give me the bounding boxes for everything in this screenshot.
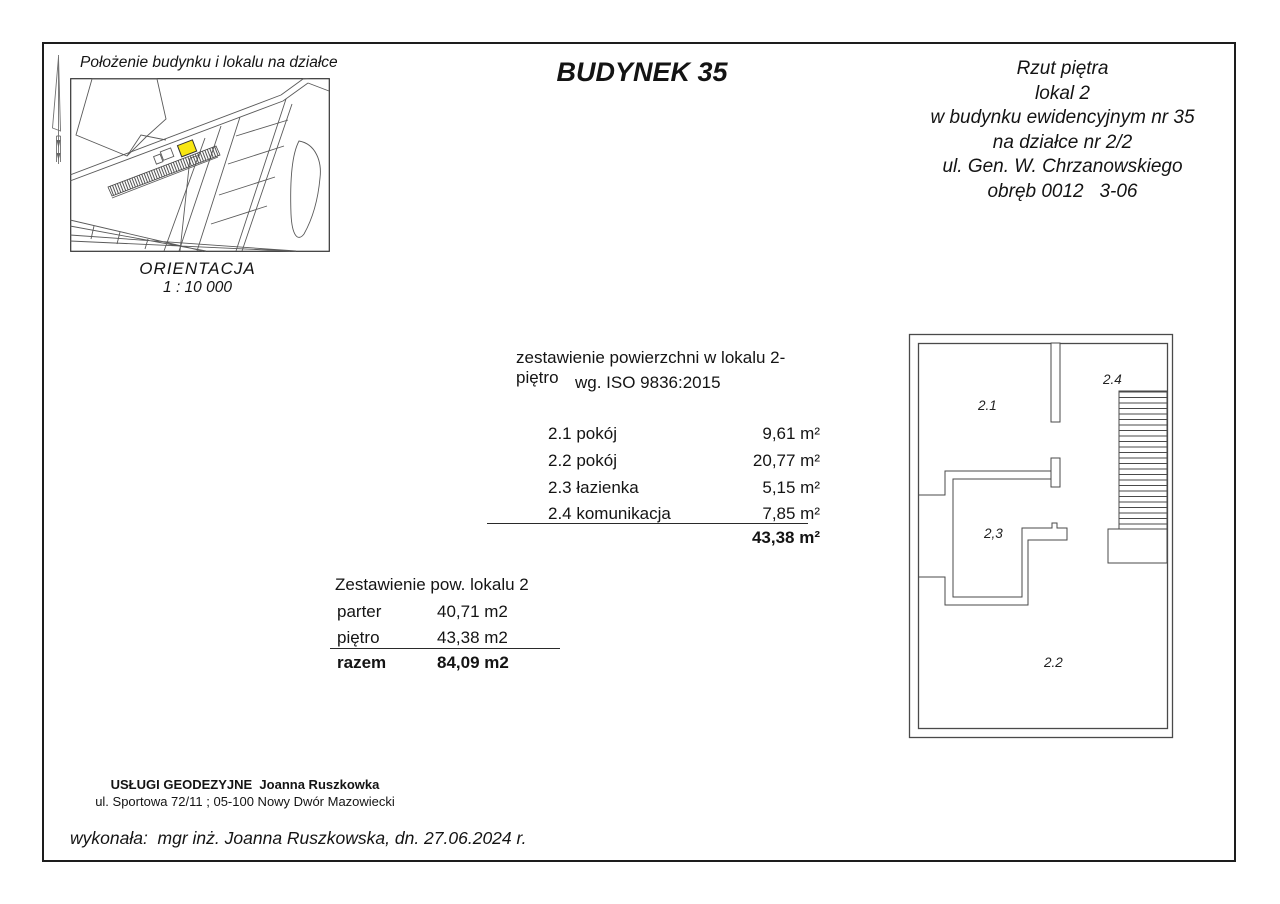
table-row	[487, 424, 820, 444]
room-area: 5,15 m²	[762, 478, 820, 497]
room-label-2-1: 2.1	[978, 398, 997, 413]
area-total: 43,38 m²	[751, 528, 820, 547]
room-area: 20,77 m²	[752, 451, 820, 470]
signature-line: wykonała: mgr inż. Joanna Ruszkowska, dn. 27.06.2024 r.	[70, 828, 527, 848]
company-address: ul. Sportowa 72/11 ; 05-100 Nowy Dwór Mazowiecki	[95, 794, 395, 809]
info-line: lokal 2	[1035, 82, 1090, 104]
room-label: 2.4 komunikacja	[548, 504, 671, 523]
table-row	[487, 504, 820, 524]
storey-label: piętro	[337, 628, 380, 647]
map-frame	[71, 79, 330, 252]
map-scale: 1 : 10 000	[163, 279, 232, 296]
table-total-divider	[330, 648, 560, 649]
table-row	[487, 451, 820, 471]
table-row	[320, 628, 562, 648]
info-line: ul. Gen. W. Chrzanowskiego	[942, 156, 1183, 177]
room-label: 2.2 pokój	[548, 451, 617, 470]
table-row	[320, 602, 562, 622]
room-label: 2.1 pokój	[548, 424, 617, 443]
company-name: USŁUGI GEODEZYJNE Joanna Ruszkowka	[110, 777, 380, 792]
table-total-row	[320, 653, 562, 673]
floor-plan-drawing	[905, 330, 1185, 745]
table-row	[487, 478, 820, 498]
room-label-2-4: 2.4	[1103, 372, 1122, 387]
map-caption: ORIENTACJA	[139, 259, 256, 278]
info-line: obręb 0012 3-06	[987, 180, 1138, 202]
storey-area: 40,71 m2	[437, 602, 508, 621]
stair-landing	[1108, 529, 1167, 563]
info-line: w budynku ewidencyjnym nr 35	[930, 107, 1195, 128]
page-title: BUDYNEK 35	[556, 57, 728, 87]
location-map	[70, 78, 330, 252]
summary-title: Zestawienie pow. lokalu 2	[335, 575, 529, 594]
location-map-title: Położenie budynku i lokalu na działce	[80, 54, 338, 71]
drawing-info-block	[900, 57, 1225, 204]
table-total-divider	[487, 523, 808, 524]
room-area: 9,61 m²	[762, 424, 820, 443]
partition-wall-stub	[1051, 343, 1060, 422]
room-area: 7,85 m²	[762, 504, 820, 523]
area-table-subtitle: wg. ISO 9836:2015	[575, 373, 721, 392]
room-label: 2.3 łazienka	[548, 478, 639, 497]
north-arrow-icon	[48, 52, 70, 167]
area-table-title: zestawienie powierzchni w lokalu 2-piętro	[516, 348, 786, 387]
room-label-2-2: 2.2	[1044, 655, 1063, 670]
staircase	[1119, 391, 1167, 529]
storey-area: 43,38 m2	[437, 628, 508, 647]
storey-label: parter	[337, 602, 382, 621]
info-line: na działce nr 2/2	[992, 131, 1133, 153]
room-label-2-3: 2,3	[984, 526, 1003, 541]
total-label: razem	[337, 653, 387, 672]
total-area: 84,09 m2	[437, 653, 509, 672]
info-line: Rzut piętra	[1016, 58, 1109, 79]
door-jamb-wall	[1051, 458, 1060, 487]
